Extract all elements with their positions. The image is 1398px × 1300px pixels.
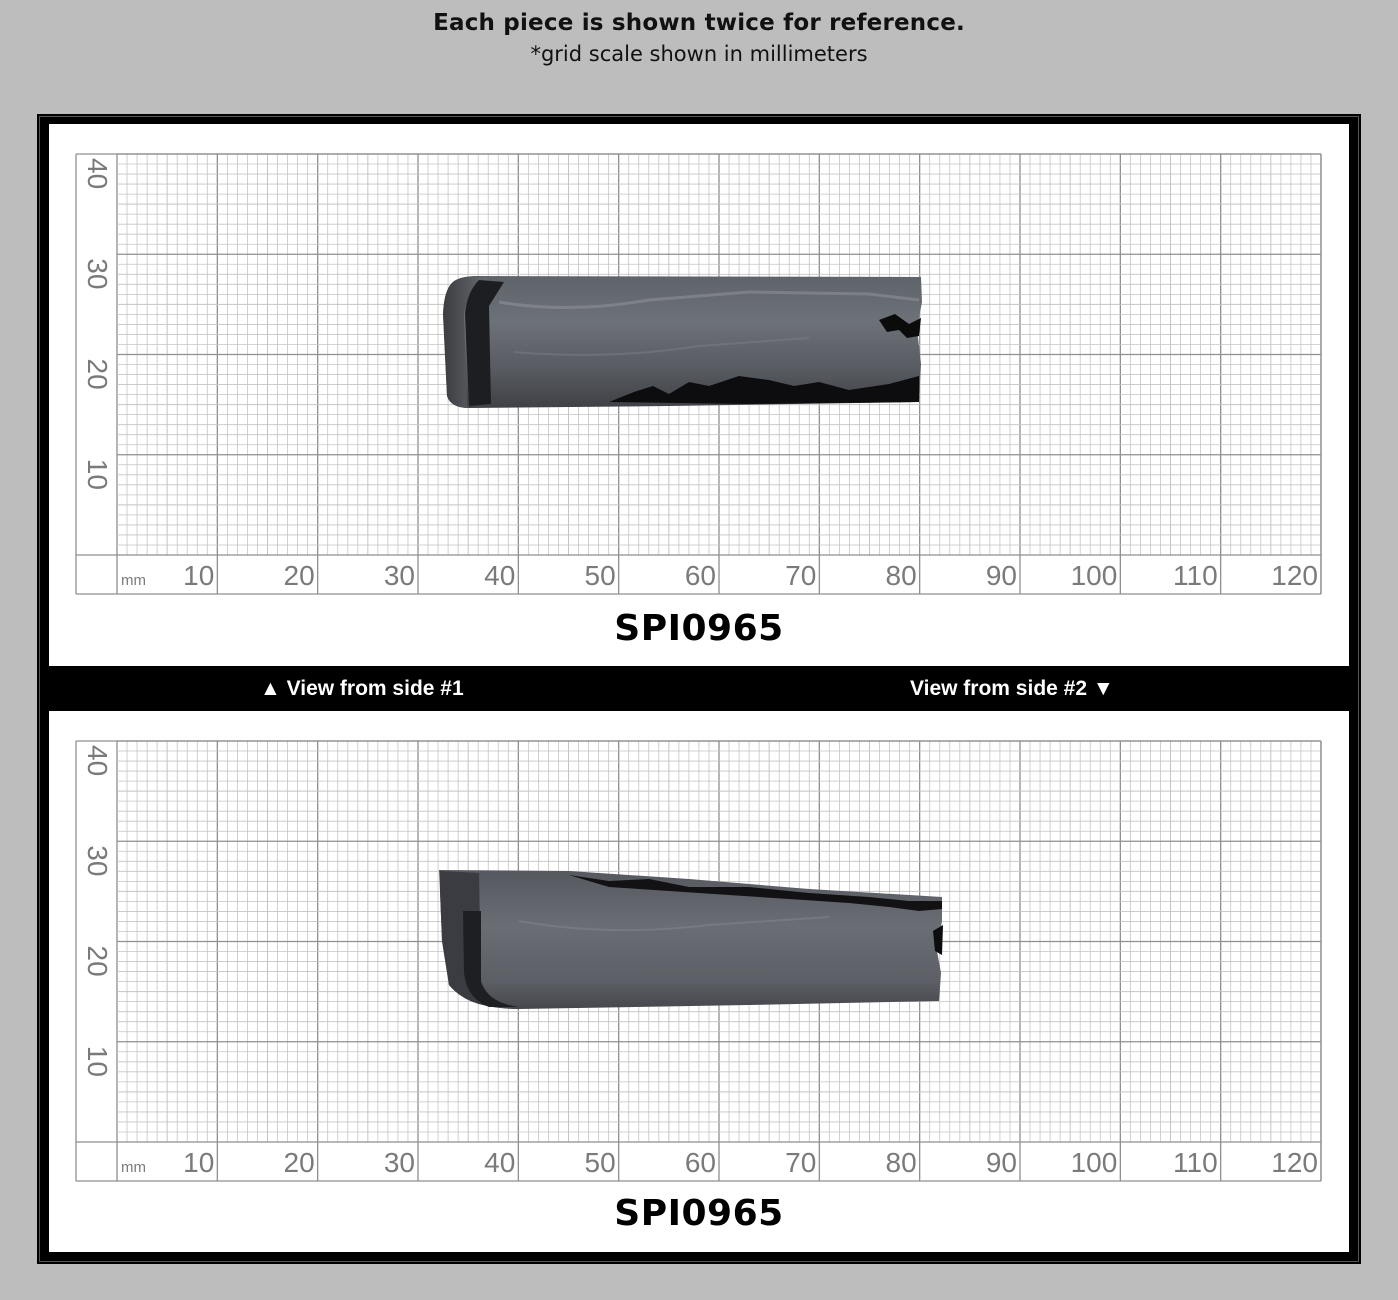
- specimen-photo-side-2: [49, 711, 1349, 1191]
- panel-side-2: [49, 711, 1349, 1252]
- x-scale-label: 10: [183, 560, 215, 591]
- x-scale-label: 20: [283, 1147, 315, 1178]
- specimen-photo-side-1: [49, 124, 1349, 604]
- page-title: Each piece is shown twice for reference.: [433, 10, 965, 36]
- x-scale-label: 60: [684, 1147, 716, 1178]
- x-scale-label: 110: [1173, 560, 1218, 591]
- unit-label: mm: [121, 1159, 146, 1176]
- y-scale-label: 40: [82, 158, 113, 190]
- x-scale-label: 50: [584, 1147, 616, 1178]
- x-scale-label: 80: [885, 1147, 917, 1178]
- view-side-2-label: View from side #2 ▼: [910, 677, 1114, 700]
- page-header: [0, 6, 1398, 68]
- x-scale-label: 90: [985, 1147, 1017, 1178]
- panel-side-1: [49, 124, 1349, 666]
- x-scale-label: 110: [1173, 1147, 1218, 1178]
- x-scale-label: 60: [684, 560, 716, 591]
- x-scale-label: 10: [183, 1147, 215, 1178]
- x-scale-label: 20: [283, 560, 315, 591]
- x-scale-label: 120: [1271, 560, 1318, 591]
- y-scale-label: 30: [82, 845, 113, 877]
- y-scale-label: 20: [82, 358, 113, 390]
- x-scale-label: 100: [1070, 1147, 1118, 1178]
- x-scale-label: 30: [383, 1147, 415, 1178]
- x-scale-label: 70: [785, 560, 817, 591]
- specimen-code: SPI0965: [614, 1193, 784, 1234]
- page-subtitle: *grid scale shown in millimeters: [530, 42, 868, 66]
- x-scale-label: 90: [985, 560, 1017, 591]
- x-scale-label: 50: [584, 560, 616, 591]
- y-scale-label: 30: [82, 258, 113, 290]
- x-scale-label: 120: [1271, 1147, 1318, 1178]
- specimen-code: SPI0965: [614, 608, 784, 649]
- y-scale-label: 20: [82, 945, 113, 977]
- y-scale-label: 10: [82, 458, 113, 490]
- x-scale-label: 30: [383, 560, 415, 591]
- x-scale-label: 40: [484, 1147, 516, 1178]
- x-scale-label: 70: [785, 1147, 817, 1178]
- unit-label: mm: [121, 572, 146, 589]
- view-side-1-label: ▲ View from side #1: [260, 677, 464, 700]
- x-scale-label: 100: [1070, 560, 1118, 591]
- y-scale-label: 10: [82, 1045, 113, 1077]
- y-scale-label: 40: [82, 745, 113, 777]
- x-scale-label: 80: [885, 560, 917, 591]
- x-scale-label: 40: [484, 560, 516, 591]
